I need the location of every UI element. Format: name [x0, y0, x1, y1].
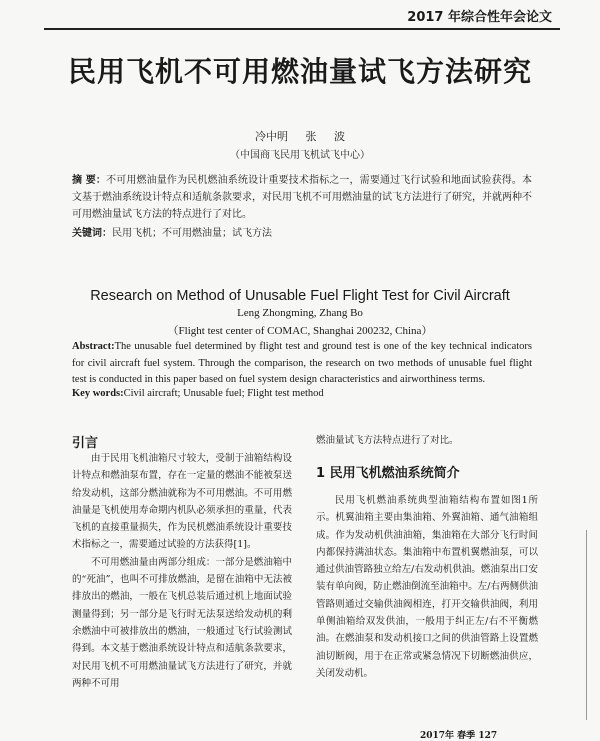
intro-body: [72, 450, 292, 692]
abstract-cn-label: 摘 要：: [72, 175, 107, 186]
abstract-cn: [72, 172, 532, 223]
page-footer: 2017年 春季 127: [420, 731, 498, 741]
abstract-en: [72, 339, 532, 389]
abstract-cn-text: 不可用燃油量作为民机燃油系统设计重要技术指标之一，需要通过飞行试验和地面试验获得。本文基于燃油系统设计特点和适航条款要求，对民用飞机不可用燃油量的试飞方法进行了研究，并就两种不可用燃油量试飞方法的特点进行了对比。: [72, 175, 532, 220]
keywords-en: [72, 388, 532, 399]
running-header: 2017 年综合性年会论文: [407, 10, 552, 25]
keywords-cn-label: 关键词：: [72, 228, 112, 239]
section1-heading: 1 民用飞机燃油系统简介: [316, 466, 460, 481]
paper-title-cn: 民用飞机不可用燃油量试飞方法研究: [67, 55, 532, 88]
intro-heading: 引言: [72, 436, 99, 451]
keywords-cn-text: 民用飞机；不可用燃油量；试飞方法: [112, 228, 272, 239]
abstract-en-text: The unusable fuel determined by flight test and ground test is one of the key technical indicators for civil aircraft fuel system. Through the comparison, the research on two methods of unusable fuel flight test is conducted in this paper based on fuel system design characteristics and airworthiness terms.: [72, 341, 532, 385]
keywords-en-label: Key words:: [72, 388, 124, 399]
scan-edge: [586, 530, 587, 720]
abstract-en-label: Abstract:: [72, 341, 115, 352]
header-rule: [44, 28, 560, 30]
intro-paragraph-1: 由于民用飞机油箱尺寸较大，受制于油箱结构设计特点和燃油泵布置，存在一定量的燃油不能被泵送给发动机，这部分燃油就称为不可用燃油。不可用燃油量是飞机使用寿命期内机队必须承担的重量，代表飞机的直接重量损失，作为民机燃油系统设计重要技术指标之一，需要通过试验的方法获得[1]。: [72, 453, 292, 551]
keywords-en-text: Civil aircraft; Unusable fuel; Flight test method: [123, 388, 324, 399]
intro-continuation: 燃油量试飞方法特点进行了对比。: [316, 435, 459, 446]
authors-cn: 冷中明 张 波: [255, 130, 345, 143]
affiliation-en: （Flight test center of COMAC, Shanghai 200232, China）: [167, 325, 433, 337]
keywords-cn: [72, 224, 532, 239]
intro-paragraph-2: 不可用燃油量由两部分组成：一部分是燃油箱中的“死油”，也叫不可排放燃油，是留在油箱中无法被排放出的燃油，一般在飞机总装后通过机上地面试验测量得到；另一部分是飞行时无法泵送给发动机的剩余燃油中可被排放出的燃油，一般通过飞行试验测试得到。本文基于燃油系统设计特点和适航条款要求，对民用飞机不可用燃油量试飞方法进行了研究，并就两种不可用: [72, 556, 292, 689]
authors-en: Leng Zhongming, Zhang Bo: [237, 307, 363, 319]
paper-title-en: Research on Method of Unusable Fuel Flight Test for Civil Aircraft: [90, 288, 510, 304]
section1-body: 民用飞机燃油系统典型油箱结构布置如图1所示。机翼油箱主要由集油箱、外翼油箱、通气油箱组成。作为发动机供油油箱，集油箱在大部分飞行时间内都保持满油状态。集油箱中布置机翼燃油泵，可以通过供油管路独立给左/右发动机供油。燃油泵出口安装有单向阀，防止燃油倒流至油箱中。左/右两侧供油管路则通过交输供油阀相连，打开交输供油阀，利用单侧油箱给双发供油，一般用于纠正左/右不平衡燃油。在燃油泵和发动机接口之间的供油管路上设置燃油切断阀，用于在正常或紧急情况下切断燃油供应，关闭发动机。: [316, 495, 538, 679]
affiliation-cn: （中国商飞民用飞机试飞中心）: [230, 150, 370, 161]
